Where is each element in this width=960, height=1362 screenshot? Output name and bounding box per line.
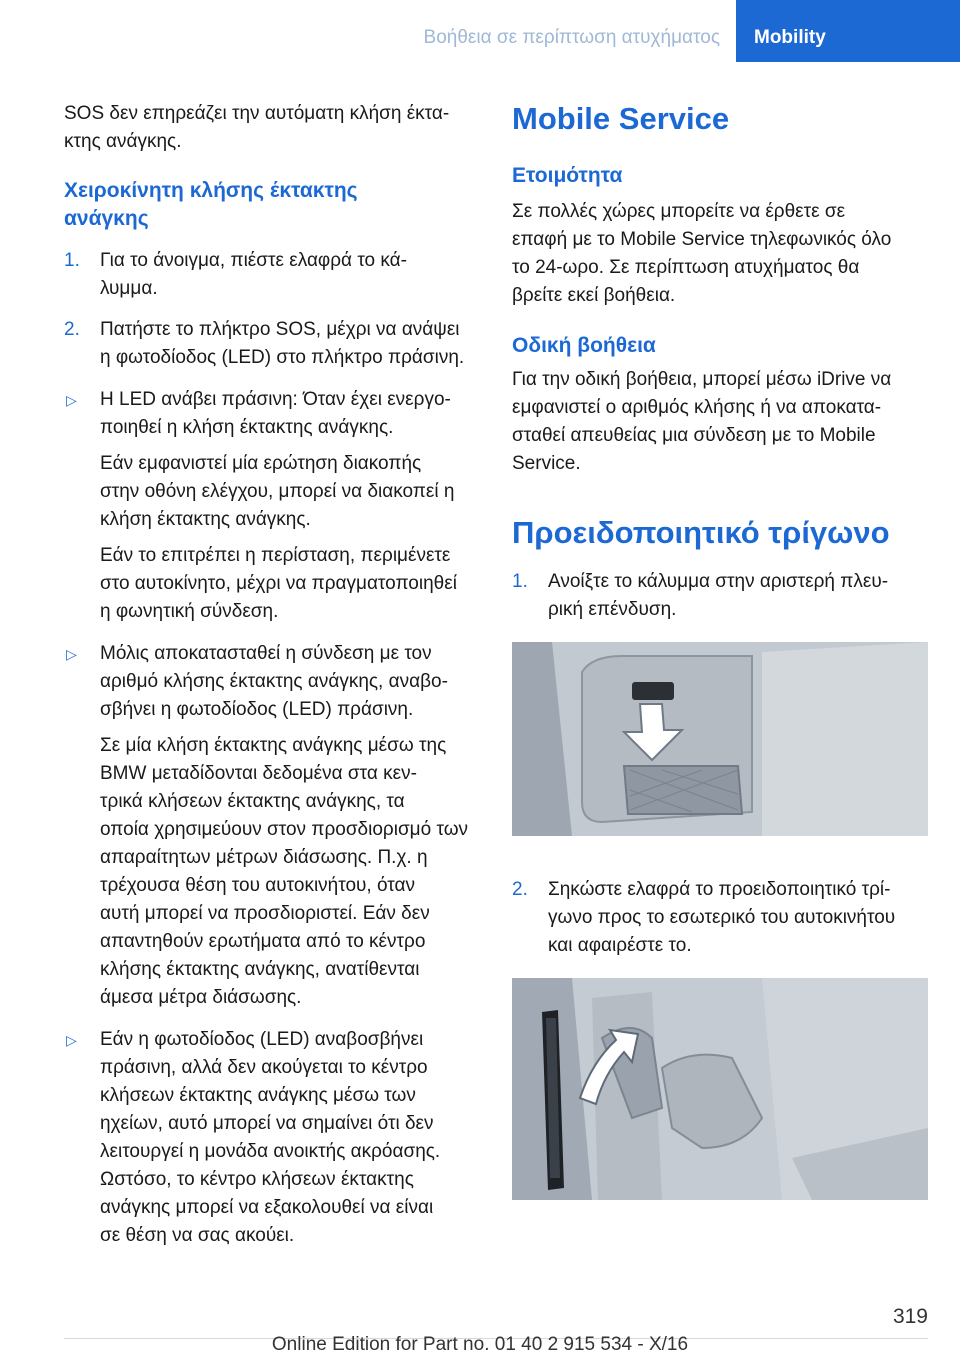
- step-number: 1.: [64, 250, 80, 271]
- edition-footer: Online Edition for Part no. 01 40 2 915 534 - X/16: [271, 1334, 689, 1355]
- triangle-illustration: [512, 978, 928, 1200]
- note-text: Μόλις αποκατασταθεί η σύνδεση με τον αριθμό κλήσης έκτακτης ανάγκης, αναβο- σβήνει η φωτοδίοδος (LED) πράσινη.: [100, 643, 448, 720]
- breadcrumb[interactable]: Βοήθεια σε περίπτωση ατυχήματος: [423, 27, 720, 48]
- step-text: Ανοίξτε το κάλυμμα στην αριστερή πλευ- ρική επένδυση.: [548, 571, 889, 620]
- trim-panel-figure: [512, 642, 928, 836]
- triangle-steps-1: [512, 568, 928, 624]
- triangle-bullet-icon: ▷: [66, 392, 77, 408]
- mobile-service-title: Mobile Service: [512, 101, 730, 136]
- step-2: [64, 316, 480, 372]
- manual-call-heading: Χειροκίνητη κλήσης έκτακτης ανάγκης: [64, 179, 358, 230]
- step-text: Σηκώστε ελαφρά το προειδοποιητικό τρί- γωνο προς το εσωτερικό του αυτοκινήτου και αφαιρέστε το.: [548, 879, 896, 956]
- note-speaker: [64, 1026, 480, 1250]
- step-number: 1.: [512, 571, 528, 592]
- tab-mobility[interactable]: Mobility: [736, 0, 960, 62]
- note-subtext: Σε μία κλήση έκτακτης ανάγκης μέσω της BMW μεταδίδονται δεδομένα στα κεν- τρικά κλήσεων έκτακτης ανάγκης, τα οποία χρησιμεύουν στον προσδιορισμό των απαραίτητων μέτρων διάσωσης. Π.χ. η τρέχουσα θέση του αυτοκινήτου, όταν αυτή μπορεί να προσδιοριστεί. Εάν δεν απαντηθούν ερωτήματα από το κέντρο κλήσης έκτακτης ανάγκης, ανατίθενται άμεσα μέτρα διάσωσης.: [100, 735, 469, 1008]
- step-2: [512, 876, 928, 960]
- note-text: Εάν η φωτοδίοδος (LED) αναβοσβήνει πράσινη, αλλά δεν ακούγεται το κέντρο κλήσεων έκτακτης ανάγκης μέσω των ηχείων, αυτό μπορεί να σημαίνει ότι δεν λειτουργεί η μονάδα ανοικτής ακρόασης. Ωστόσο, το κέντρο κλήσεων έκτακτης ανάγκης μπορεί να εξακολουθεί να είναι σε θέση να σας ακούει.: [100, 1029, 441, 1246]
- left-column: [64, 100, 480, 1250]
- cover-illustration: [512, 642, 928, 836]
- status-notes: [64, 386, 480, 1250]
- manual-call-steps: [64, 247, 480, 372]
- warning-triangle-title: Προειδοποιητικό τρίγωνο: [512, 515, 890, 550]
- note-text: Η LED ανάβει πράσινη: Όταν έχει ενεργο- ποιηθεί η κλήση έκτακτης ανάγκης.: [100, 389, 451, 438]
- right-column: [512, 100, 928, 1200]
- intro-text: SOS δεν επηρεάζει την αυτόματη κλήση έκτα- κτης ανάγκης.: [64, 103, 450, 152]
- step-text: Πατήστε το πλήκτρο SOS, μέχρι να ανάψει η φωτοδίοδος (LED) στο πλήκτρο πράσινη.: [100, 319, 465, 368]
- triangle-bullet-icon: ▷: [66, 1032, 77, 1048]
- trunk-triangle-figure: [512, 978, 928, 1200]
- readiness-text: Σε πολλές χώρες μπορείτε να έρθετε σε επαφή με το Mobile Service τηλεφωνικός όλο το 24-ωρο. Σε περίπτωση ατυχήματος θα βρείτε εκεί βοήθεια.: [512, 201, 892, 306]
- step-1: [64, 247, 480, 303]
- roadside-text: Για την οδική βοήθεια, μπορεί μέσω iDrive να εμφανιστεί ο αριθμός κλήσης ή να αποκατα- σταθεί απευθείας μια σύνδεση με το Mobile Service.: [512, 369, 892, 474]
- step-1: [512, 568, 928, 624]
- step-number: 2.: [512, 879, 528, 900]
- triangle-steps-2: [512, 876, 928, 960]
- note-subtext: Εάν εμφανιστεί μία ερώτηση διακοπής στην οθόνη ελέγχου, μπορεί να διακοπεί η κλήση έκτακτης ανάγκης.: [100, 453, 455, 530]
- note-connection: [64, 640, 480, 1012]
- note-led-green: [64, 386, 480, 626]
- triangle-bullet-icon: ▷: [66, 646, 77, 662]
- page-number: 319: [892, 1305, 928, 1328]
- note-subtext: Εάν το επιτρέπει η περίσταση, περιμένετε στο αυτοκίνητο, μέχρι να πραγματοποιηθεί η φωνητική σύνδεση.: [100, 545, 457, 622]
- step-text: Για το άνοιγμα, πιέστε ελαφρά το κά- λυμμα.: [100, 250, 407, 299]
- step-number: 2.: [64, 319, 80, 340]
- roadside-heading: Οδική βοήθεια: [512, 334, 656, 357]
- readiness-heading: Ετοιμότητα: [512, 164, 623, 187]
